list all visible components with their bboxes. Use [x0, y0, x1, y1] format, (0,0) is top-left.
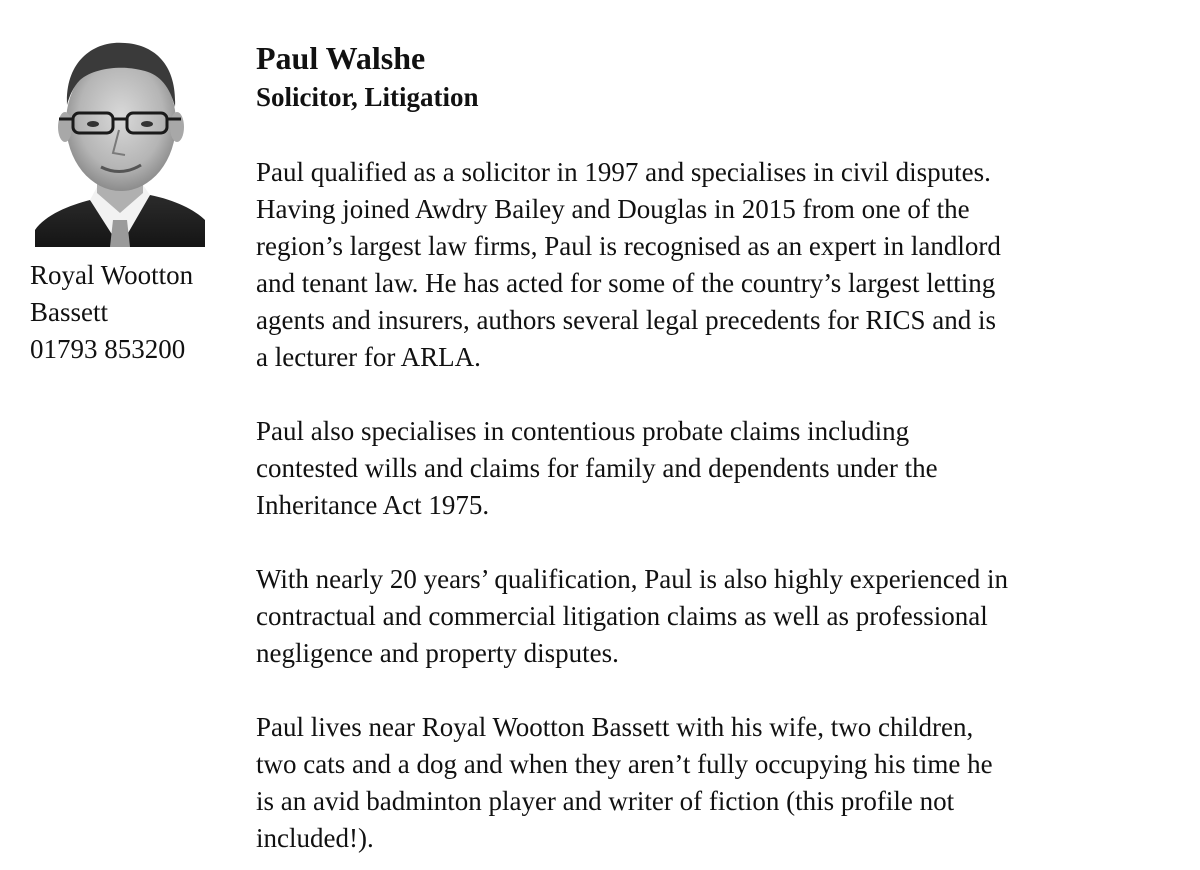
profile-name: Paul Walshe — [256, 40, 426, 76]
bio-line: Having joined Awdry Bailey and Douglas in 2015 from one of the — [256, 194, 970, 224]
bio-line: and tenant law. He has acted for some of the country’s largest letting — [256, 268, 996, 298]
bio-line: contractual and commercial litigation claims as well as professional — [256, 601, 988, 631]
bio-line: With nearly 20 years’ qualification, Paul is also highly experienced in — [256, 564, 1008, 594]
bio-line: Paul also specialises in contentious probate claims including — [256, 416, 910, 446]
bio-paragraph — [256, 561, 1136, 672]
contact-details — [30, 257, 235, 368]
bio-line: Paul qualified as a solicitor in 1997 and specialises in civil disputes. — [256, 157, 991, 187]
phone-number: 01793 853200 — [30, 334, 186, 364]
bio-line: negligence and property disputes. — [256, 638, 619, 668]
bio-line: Inheritance Act 1975. — [256, 490, 490, 520]
bio-paragraph — [256, 154, 1136, 376]
bio-line: contested wills and claims for family and dependents under the — [256, 453, 938, 483]
office-location-line2: Bassett — [30, 297, 108, 327]
bio-line: included!). — [256, 823, 374, 853]
bio-line: a lecturer for ARLA. — [256, 342, 481, 372]
profile-role: Solicitor, Litigation — [256, 82, 479, 112]
bio-line: is an avid badminton player and writer of fiction (this profile not — [256, 786, 955, 816]
profile-content — [256, 38, 1136, 857]
office-location-line1: Royal Wootton — [30, 260, 194, 290]
bio-line: two cats and a dog and when they aren’t fully occupying his time he — [256, 749, 993, 779]
profile-photo — [35, 35, 205, 247]
bio-line: agents and insurers, authors several legal precedents for RICS and is — [256, 305, 997, 335]
bio-paragraph — [256, 709, 1136, 857]
bio-paragraph — [256, 413, 1136, 524]
portrait-icon — [35, 35, 205, 247]
bio-line: region’s largest law firms, Paul is recognised as an expert in landlord — [256, 231, 1001, 261]
bio-line: Paul lives near Royal Wootton Bassett with his wife, two children, — [256, 712, 974, 742]
profile-sidebar — [0, 0, 240, 870]
